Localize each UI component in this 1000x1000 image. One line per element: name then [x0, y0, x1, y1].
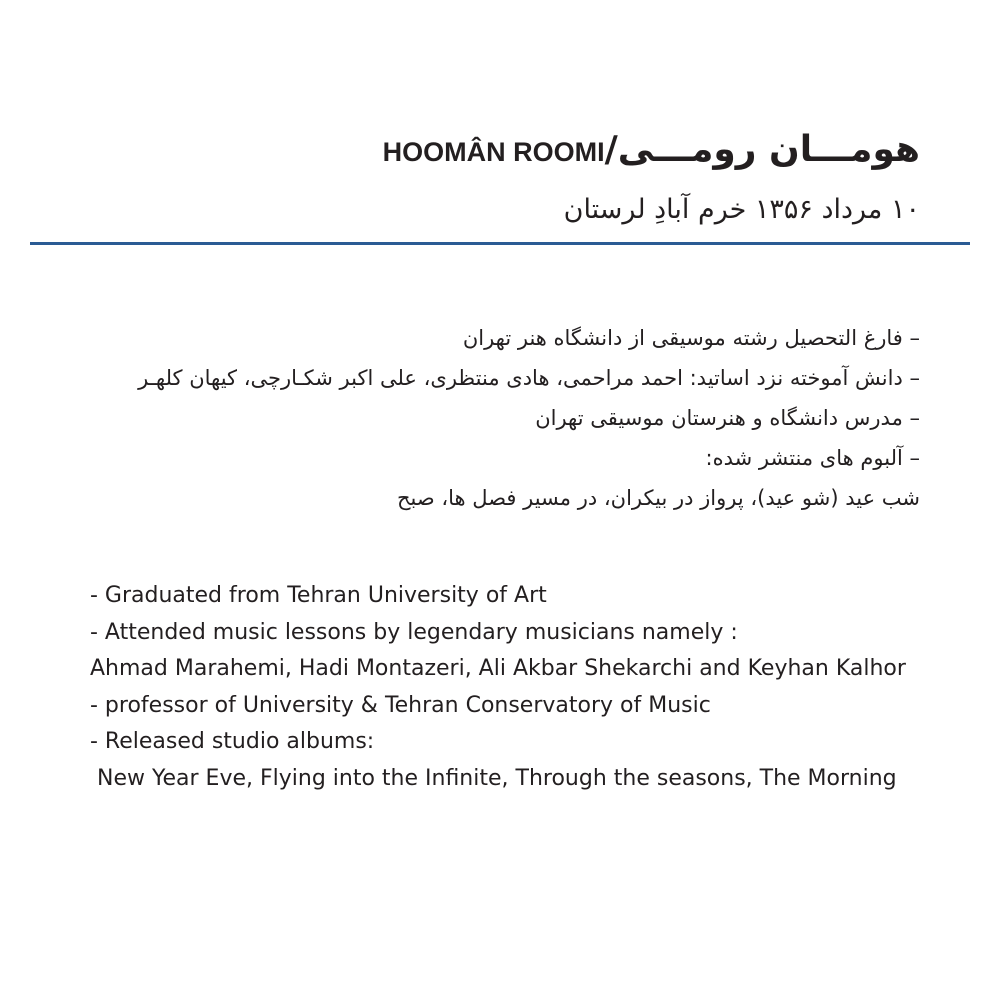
- english-bio-line: Ahmad Marahemi, Hadi Montazeri, Ali Akbar Shekarchi and Keyhan Kalhor: [90, 656, 906, 681]
- english-bio-line: - Released studio albums:: [90, 729, 375, 754]
- english-bio-line: - Attended music lessons by legendary musicians namely :: [90, 619, 738, 645]
- english-bio-line: - professor of University & Tehran Conservatory of Music: [90, 692, 711, 718]
- persian-bio-line: شب عید (شو عید)، پرواز در بیکران، در مسیر فصل ها، صبح: [396, 486, 920, 510]
- persian-bio-line: – آلبوم های منتشر شده:: [705, 446, 920, 470]
- title-persian: هومـــان رومـــی: [617, 129, 920, 170]
- title-separator: /: [604, 129, 618, 170]
- header-divider: [30, 242, 970, 245]
- birth-date-place: ۱۰ مرداد ۱۳۵۶ خرم آبادِ لرستان: [563, 194, 920, 225]
- title-english: HOOMÂN ROOMI: [382, 137, 605, 167]
- page-title: [383, 128, 920, 174]
- persian-bio-line: – دانش آموخته نزد اساتید: احمد مراحمی، هادی منتظری، علی اکبر شکـارچی، کیهان کلهـر: [138, 366, 920, 390]
- english-bio-line: - Graduated from Tehran University of Art: [90, 583, 547, 608]
- english-bio: [90, 578, 906, 797]
- persian-bio: [80, 318, 920, 518]
- persian-bio-line: – مدرس دانشگاه و هنرستان موسیقی تهران: [535, 406, 920, 430]
- english-bio-line: New Year Eve, Flying into the Infinite, Through the seasons, The Morning: [90, 765, 897, 791]
- persian-bio-line: – فارغ التحصیل رشته موسیقی از دانشگاه هنر تهران: [462, 326, 920, 350]
